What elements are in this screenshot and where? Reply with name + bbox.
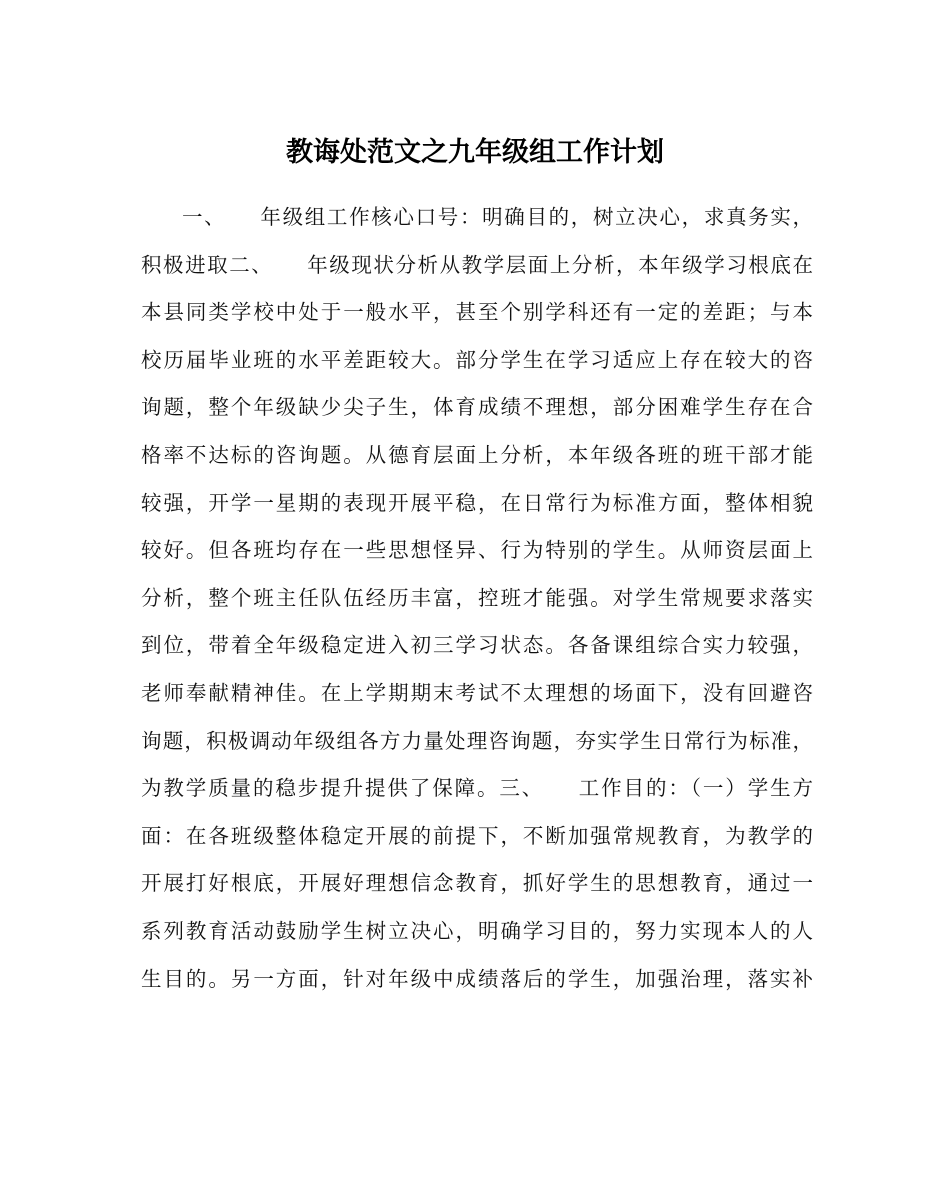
body-line: 为教学质量的稳步提升提供了保障。三、 工作目的：（一）学生方 [141, 776, 813, 801]
body-line: 询题，积极调动年级组各方力量处理咨询题，夯实学生日常行为标准， [141, 728, 813, 753]
body-line: 到位，带着全年级稳定进入初三学习状态。各备课组综合实力较强， [141, 633, 813, 658]
body-line: 开展打好根底，开展好理想信念教育，抓好学生的思想教育，通过一 [141, 871, 813, 896]
body-line: 积极进取二、 年级现状分析从教学层面上分析，本年级学习根底在 [141, 252, 813, 277]
body-line: 询题，整个年级缺少尖子生，体育成绩不理想，部分困难学生存在合 [141, 395, 813, 420]
body-line: 系列教育活动鼓励学生树立决心，明确学习目的，努力实现本人的人 [141, 918, 813, 943]
body-line: 本县同类学校中处于一般水平，甚至个别学科还有一定的差距；与本 [141, 300, 813, 325]
document-title: 教诲处范文之九年级组工作计划 [286, 137, 664, 168]
body-line: 校历届毕业班的水平差距较大。部分学生在学习适应上存在较大的咨 [141, 347, 813, 372]
body-line: 一、 年级组工作核心口号：明确目的，树立决心，求真务实， [182, 205, 813, 229]
body-line: 分析，整个班主任队伍经历丰富，控班才能强。对学生常规要求落实 [141, 585, 813, 610]
body-line: 生目的。另一方面，针对年级中成绩落后的学生，加强治理，落实补 [141, 966, 813, 991]
body-line: 较强，开学一星期的表现开展平稳，在日常行为标准方面，整体相貌 [141, 490, 813, 515]
body-line: 格率不达标的咨询题。从德育层面上分析，本年级各班的班干部才能 [141, 442, 813, 467]
body-line: 老师奉献精神佳。在上学期期末考试不太理想的场面下，没有回避咨 [141, 680, 813, 705]
body-line: 面：在各班级整体稳定开展的前提下，不断加强常规教育，为教学的 [141, 823, 813, 848]
body-line: 较好。但各班均存在一些思想怪异、行为特别的学生。从师资层面上 [141, 538, 813, 563]
document-body [141, 194, 813, 1003]
